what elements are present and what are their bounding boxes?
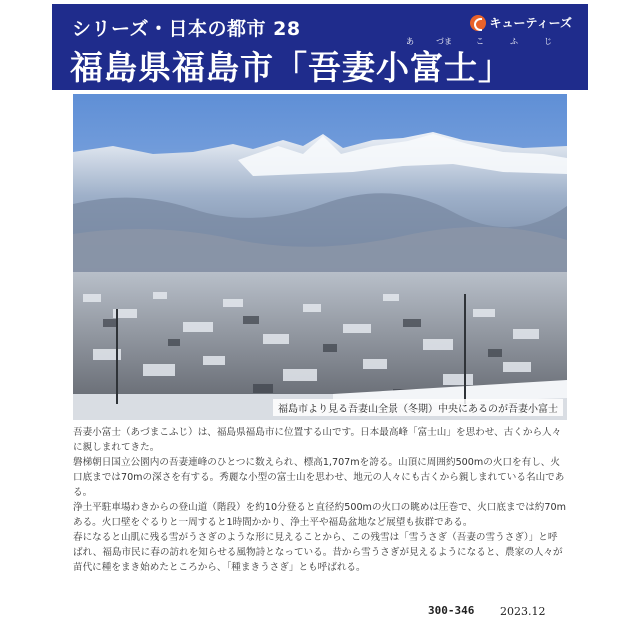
ruby-zuma: づま bbox=[436, 37, 452, 46]
paragraph-trail: 浄土平駐車場わきからの登山道（階段）を約10分登ると直径約500mの火口の眺めは圧巻で、火口底までは約70mある。火口壁をぐるりと一周すると1時間かかり、浄土平や福島盆地など展望も抜群である。 bbox=[73, 502, 566, 528]
paragraph-snow-rabbit: 春になると山肌に残る雪がうさぎのような形に見えることから、この残雪は「雪うさぎ（吾妻の雪うさぎ）」と呼ばれ、福島市民に春の訪れを知らせる風物詩となっている。昔から雪うさぎが見えるようになると、農家の人々が苗代に種をまき始めたところから、「種まきうさぎ」とも呼ばれる。 bbox=[73, 532, 563, 573]
paragraph-intro: 吾妻小富士（あづまこふじ）は、福島県福島市に位置する山です。日本最高峰「富士山」を思わせ、古くから人々に親しまれてきた。 bbox=[73, 427, 562, 453]
landscape-photo bbox=[73, 94, 567, 420]
ruby-ko: こ bbox=[476, 37, 484, 46]
photo-caption: 福島市より見る吾妻山全景（冬期）中央にあるのが吾妻小富士 bbox=[273, 399, 563, 416]
ruby-ji: じ bbox=[544, 37, 552, 46]
catalog-code: 300-346 bbox=[428, 604, 475, 617]
series-label: シリーズ・日本の都市 28 bbox=[72, 18, 301, 40]
article-body bbox=[73, 425, 567, 575]
ruby-a: あ bbox=[406, 37, 414, 46]
ruby-fu: ふ bbox=[510, 37, 518, 46]
brand-name: キューティーズ bbox=[489, 16, 572, 30]
q-logo-icon bbox=[470, 15, 486, 31]
brand-logo bbox=[470, 14, 572, 31]
header-banner bbox=[52, 4, 588, 90]
issue-date: 2023.12 bbox=[500, 605, 546, 618]
page-title: 福島県福島市「吾妻小富士」 bbox=[70, 48, 512, 87]
paragraph-geography: 磐梯朝日国立公園内の吾妻連峰のひとつに数えられ、標高1,707mを誇る。山頂に周囲約500mの火口を有し、火口底までは70mの深さを有する。秀麗な小型の富士山を思わせ、地元の人々にも古くから親しまれている名山である。 bbox=[73, 457, 565, 498]
photo-illustration bbox=[73, 94, 567, 420]
